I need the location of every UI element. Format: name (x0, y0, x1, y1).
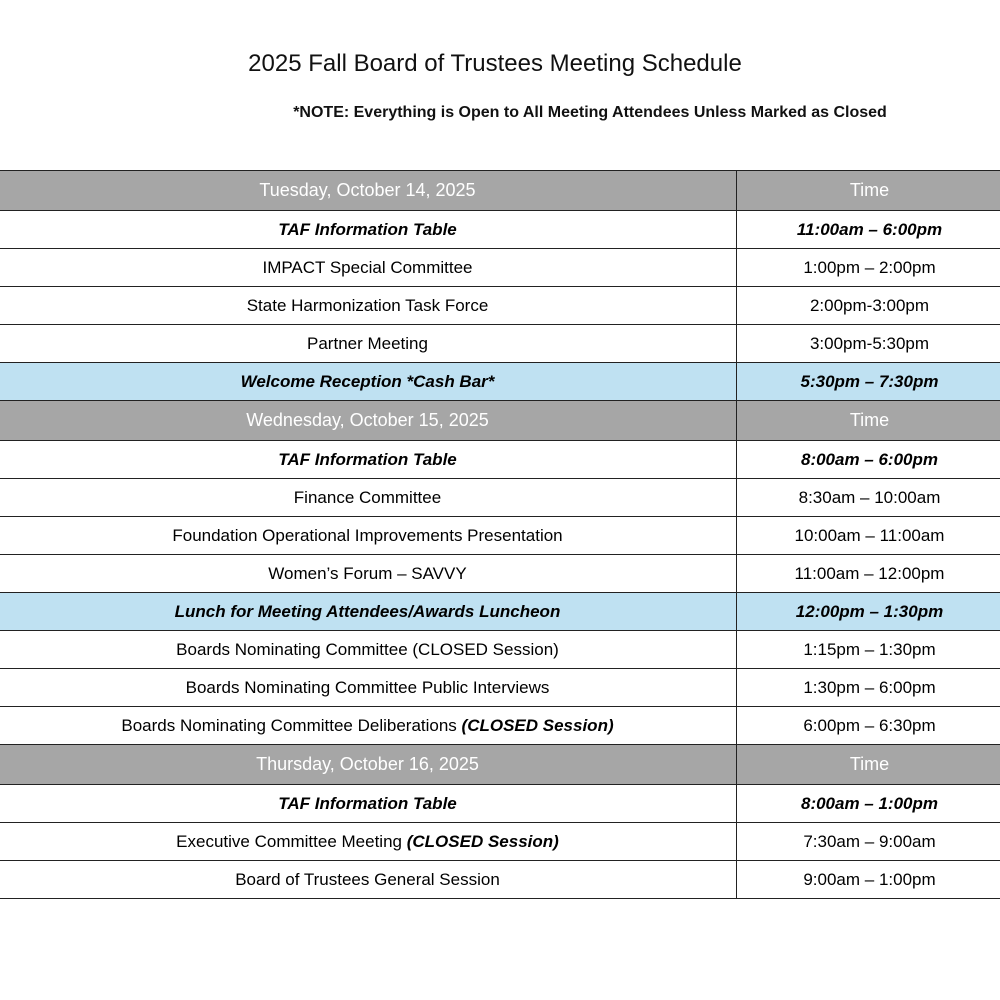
schedule-row (0, 287, 1000, 325)
event-name: TAF Information Table (0, 785, 737, 823)
schedule-row (0, 707, 1000, 745)
closed-session-label: (CLOSED Session) (461, 715, 614, 735)
event-name: Foundation Operational Improvements Presentation (0, 517, 737, 555)
schedule-row (0, 555, 1000, 593)
highlighted-row (0, 593, 1000, 631)
event-name: Partner Meeting (0, 325, 737, 363)
event-time: 12:00pm – 1:30pm (737, 593, 1000, 631)
event-name: Lunch for Meeting Attendees/Awards Luncheon (0, 593, 737, 631)
day-date: Tuesday, October 14, 2025 (0, 171, 737, 211)
day-header-row (0, 745, 1000, 785)
day-header-row (0, 401, 1000, 441)
highlighted-row (0, 363, 1000, 401)
event-time: 5:30pm – 7:30pm (737, 363, 1000, 401)
schedule-row (0, 669, 1000, 707)
schedule-row (0, 325, 1000, 363)
time-header: Time (737, 171, 1000, 211)
day-header-row (0, 171, 1000, 211)
closed-session-label: (CLOSED Session) (406, 831, 559, 851)
schedule-table (0, 170, 1000, 899)
event-time: 8:00am – 6:00pm (737, 441, 1000, 479)
event-name: Board of Trustees General Session (0, 861, 737, 899)
event-name: Women’s Forum – SAVVY (0, 555, 737, 593)
event-time: 10:00am – 11:00am (737, 517, 1000, 555)
event-name: IMPACT Special Committee (0, 249, 737, 287)
event-time: 8:30am – 10:00am (737, 479, 1000, 517)
time-header: Time (737, 745, 1000, 785)
event-time: 1:15pm – 1:30pm (737, 631, 1000, 669)
schedule-row (0, 861, 1000, 899)
event-name: Finance Committee (0, 479, 737, 517)
event-name: Executive Committee Meeting (176, 831, 407, 851)
event-name: Welcome Reception *Cash Bar* (0, 363, 737, 401)
schedule-row (0, 631, 1000, 669)
page-title: 2025 Fall Board of Trustees Meeting Schedule (248, 50, 742, 77)
event-name: Boards Nominating Committee (CLOSED Session) (0, 631, 737, 669)
event-cell (0, 707, 737, 745)
event-name: TAF Information Table (0, 211, 737, 249)
event-time: 11:00am – 6:00pm (737, 211, 1000, 249)
event-time: 1:00pm – 2:00pm (737, 249, 1000, 287)
event-time: 1:30pm – 6:00pm (737, 669, 1000, 707)
schedule-row (0, 211, 1000, 249)
day-date: Thursday, October 16, 2025 (0, 745, 737, 785)
event-time: 8:00am – 1:00pm (737, 785, 1000, 823)
event-name: Boards Nominating Committee Public Interviews (0, 669, 737, 707)
schedule-row (0, 441, 1000, 479)
schedule-row (0, 479, 1000, 517)
schedule-row (0, 785, 1000, 823)
event-name: TAF Information Table (0, 441, 737, 479)
event-name: Boards Nominating Committee Deliberations (121, 715, 462, 735)
time-header: Time (737, 401, 1000, 441)
schedule-row (0, 517, 1000, 555)
event-cell (0, 823, 737, 861)
event-time: 11:00am – 12:00pm (737, 555, 1000, 593)
open-note: *NOTE: Everything is Open to All Meeting Attendees Unless Marked as Closed (293, 104, 887, 121)
event-name: State Harmonization Task Force (0, 287, 737, 325)
event-time: 7:30am – 9:00am (737, 823, 1000, 861)
day-date: Wednesday, October 15, 2025 (0, 401, 737, 441)
schedule-row (0, 823, 1000, 861)
event-time: 3:00pm-5:30pm (737, 325, 1000, 363)
schedule-row (0, 249, 1000, 287)
event-time: 9:00am – 1:00pm (737, 861, 1000, 899)
event-time: 6:00pm – 6:30pm (737, 707, 1000, 745)
event-time: 2:00pm-3:00pm (737, 287, 1000, 325)
